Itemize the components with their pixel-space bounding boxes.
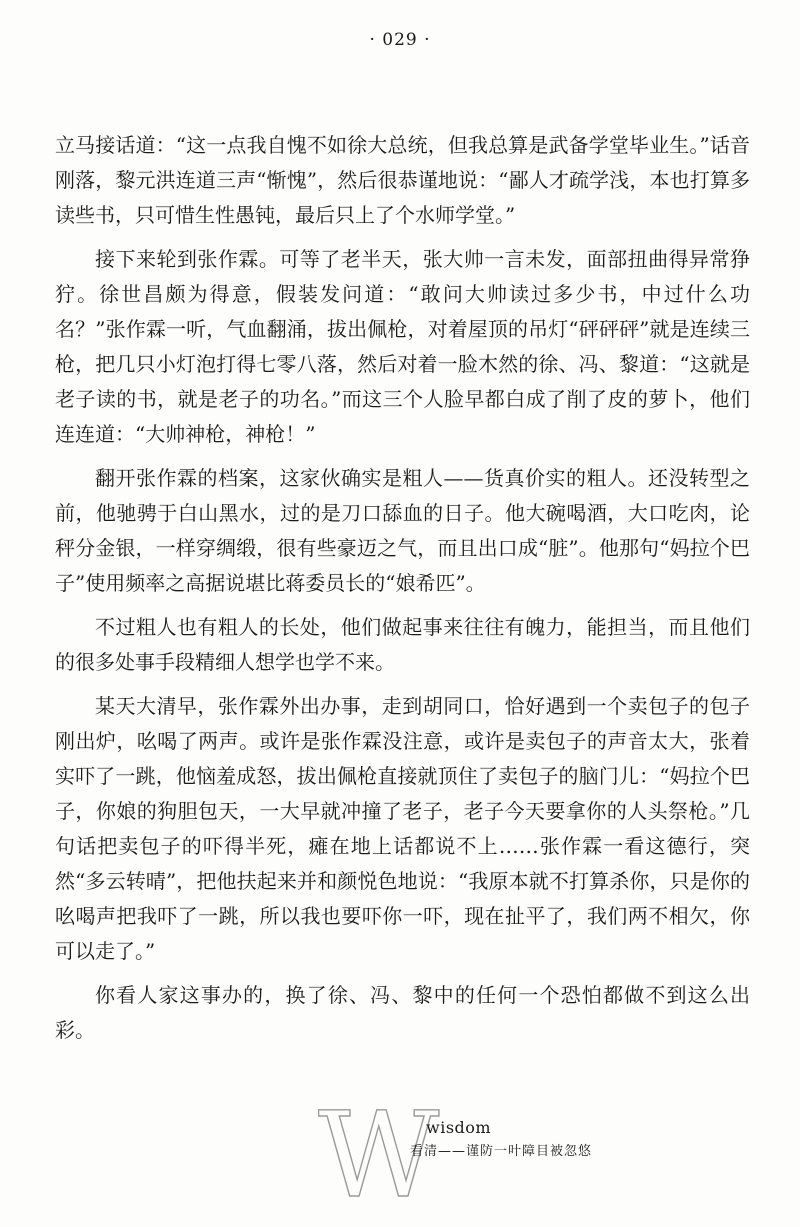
paragraph: 接下来轮到张作霖。可等了老半天，张大帅一言未发，面部扭曲得异常狰狞。徐世昌颇为得意，假装发问道：“敢问大帅读过多少书，中过什么功名？”张作霖一听，气血翻涌，拔出佩枪，对着屋顶的吊灯“砰砰砰”就是连续三枪，把几只小灯泡打得七零八落，然后对着一脸木然的徐、冯、黎道：“这就是老子读的书，就是老子的功名。”而这三个人脸早都白成了削了皮的萝卜，他们连连道：“大帅神枪，神枪！” [55, 247, 750, 446]
footer-logo [318, 1098, 648, 1208]
paragraph: 立马接话道：“这一点我自愧不如徐大总统，但我总算是武备学堂毕业生。”话音刚落，黎元洪连道三声“惭愧”，然后很恭谨地说：“鄙人才疏学浅，本也打算多读些书，只可惜生性愚钝，最后只上了个水师学堂。” [55, 133, 750, 227]
paragraph: 不过粗人也有粗人的长处，他们做起事来往往有魄力，能担当，而且他们的很多处事手段精细人想学也学不来。 [55, 615, 750, 674]
paragraph: 翻开张作霖的档案，这家伙确实是粗人——货真价实的粗人。还没转型之前，他驰骋于白山黑水，过的是刀口舔血的日子。他大碗喝酒，大口吃肉，论秤分金银，一样穿绸缎，很有些豪迈之气，而且出口成“脏”。他那句“妈拉个巴子”使用频率之高据说堪比蒋委员长的“娘希匹”。 [55, 466, 750, 595]
body-text [55, 128, 750, 1057]
footer-slogan: 看清——谨防一叶障目被忽悠 [410, 1144, 593, 1159]
footer-word: wisdom [426, 1118, 492, 1137]
paragraph: 你看人家这事办的，换了徐、冯、黎中的任何一个恐怕都做不到这么出彩。 [55, 983, 750, 1042]
paragraph: 某天大清早，张作霖外出办事，走到胡同口，恰好遇到一个卖包子的包子刚出炉，吆喝了两声。或许是张作霖没注意，或许是卖包子的声音太大，张着实吓了一跳，他恼羞成怒，拔出佩枪直接就顶住了卖包子的脑门儿：“妈拉个巴子，你娘的狗胆包天，一大早就冲撞了老子，老子今天要拿你的人头祭枪。”几句话把卖包子的吓得半死，瘫在地上话都说不上……张作霖一看这德行，突然“多云转晴”，把他扶起来并和颜悦色地说：“我原本就不打算杀你，只是你的吆喝声把我吓了一跳，所以我也要吓你一吓，现在扯平了，我们两不相欠，你可以走了。” [55, 694, 750, 963]
logo-letter: W [318, 1098, 440, 1208]
page-number: · 029 · [369, 30, 431, 50]
